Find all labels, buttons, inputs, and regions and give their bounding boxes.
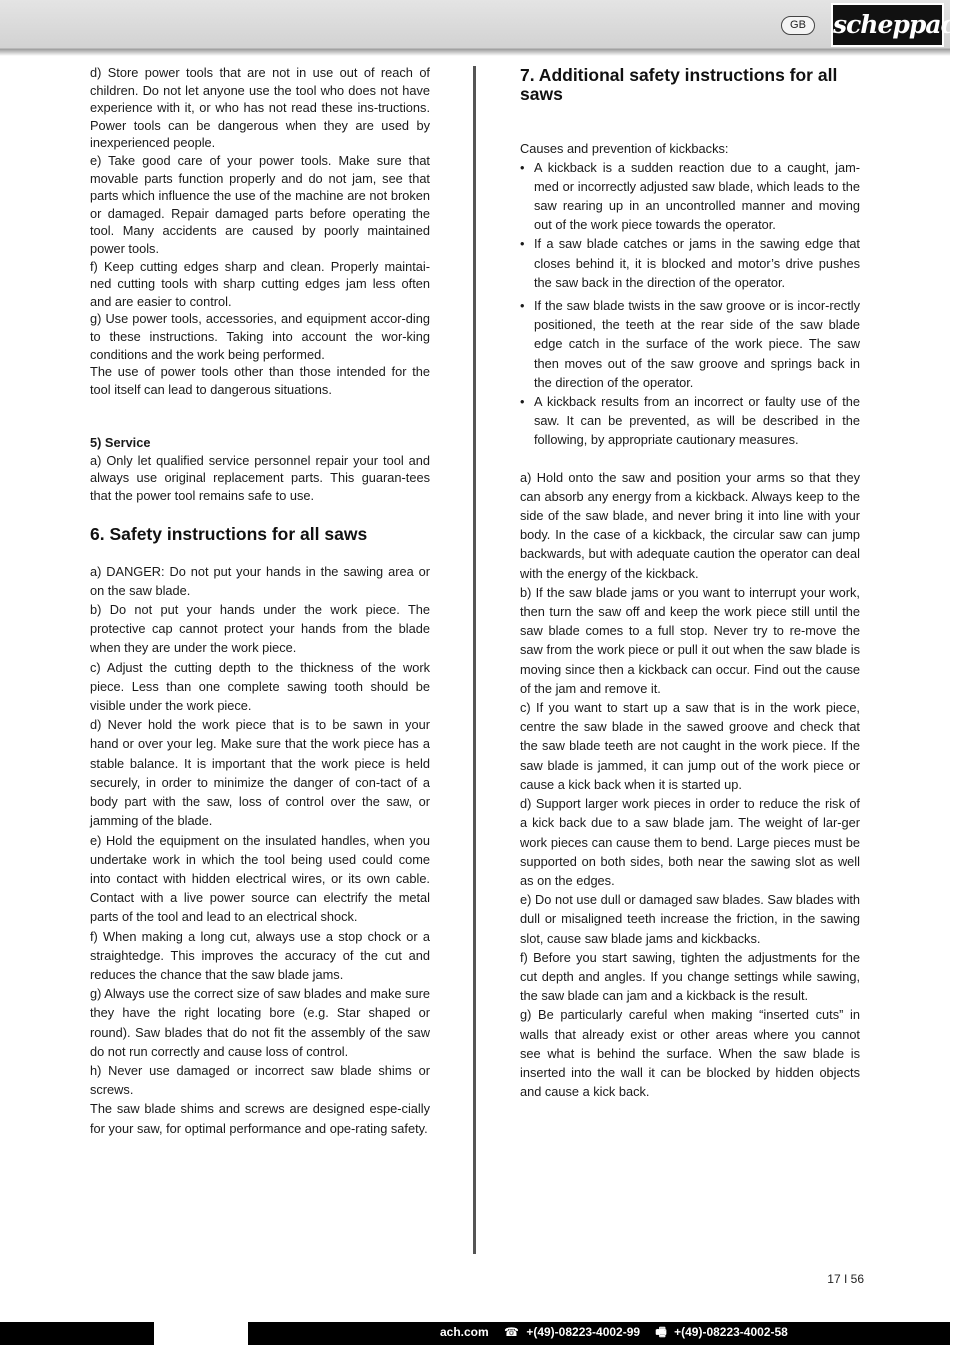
spacer [90, 505, 430, 525]
page-number: 17 I 56 [827, 1272, 864, 1286]
paragraph: g) Always use the correct size of saw blades and make sure they have the right locating bore (e.g. Star shaped or round). Saw blades that do not fit the assembly of the saw do not run correctly and cause loss of control. [90, 986, 430, 1059]
language-badge: GB [781, 16, 815, 35]
paragraph: b) Do not put your hands under the work piece. The protective cap cannot protect your hands from the blade when they are under the work piece. [90, 602, 430, 656]
paragraph: f) When making a long cut, always use a stop chock or a straightedge. This improves the accuracy of the cut and reduces the chance that the saw blade jams. [90, 928, 430, 982]
fax-number: +(49)-08223-4002-58 [674, 1325, 788, 1339]
paragraph: b) If the saw blade jams or you want to interrupt your work, then turn the saw off and keep the work piece still until the saw blade comes to a full stop. Never try to re-move the saw from the work piece or pull it out when the saw blade is moving since then a kickback can occur. Find out the cause of the jam and remove it. [520, 584, 860, 696]
header-shadow [0, 49, 950, 56]
footer-bar [0, 1322, 950, 1345]
paragraph: g) Be particularly careful when making “inserted cuts” in walls that already exist or other areas where you cannot see what is behind the surface. When the saw blade is inserted into the wall it can be blocked by hidden objects and cause a kick back. [520, 1007, 860, 1100]
footer-contact [440, 1322, 800, 1345]
left-column [90, 64, 430, 1138]
phone-icon: ☎ [504, 1325, 519, 1339]
list-item: • If the saw blade twists in the saw groove or is incor-rectly positioned, the teeth at the rear side of the saw blade edge catch in the surface of the work piece. The saw then moves out of the saw groove and springs back in the direction of the operator. [520, 296, 860, 392]
paragraph: d) Never hold the work piece that is to be sawn in your hand or over your leg. Make sure that the work piece has a stable balance. It is important that the work piece is held securely, in order to minimize the danger of con-tact of a body part with the saw, loss of control over the saw, or jamming of the blade. [90, 717, 430, 829]
paragraph: f) Before you start sawing, tighten the adjustments for the cut depth and angles. If you change settings while sawing, the saw blade can jam and a kickback is the result. [520, 949, 860, 1004]
paragraph: a) Hold onto the saw and position your arms so that they can absorb any energy from a kickback. Always keep to the side of the saw blade, and never bring it into line with your body. In the case of a kickback, the circular saw can jump backwards, but with adequate caution the operator can deal with the energy of the kickback. [520, 469, 860, 581]
paragraph: The use of power tools other than those intended for the tool itself can lead to dangerous situations. [90, 364, 430, 397]
kickback-list [520, 158, 860, 450]
list-item: • A kickback is a sudden reaction due to a caught, jam-med or incorrectly adjusted saw blade, which leads to the saw rearing up in an uncontrolled manner and moving out of the work piece towards the operator. [520, 158, 860, 235]
brand-logo: scheppach [831, 3, 944, 47]
paragraph: The saw blade shims and screws are designed espe-cially for your saw, for optimal performance and ope-rating safety. [90, 1101, 430, 1136]
paragraph: e) Take good care of your power tools. Make sure that movable parts function properly and do not jam, see that parts which influence the use of the machine are not broken or damaged. Repair damaged parts before operating the tool. Many accidents are caused by poorly maintained power tools. [90, 152, 430, 256]
fax-icon: 🖷 [655, 1325, 667, 1339]
spacer [90, 544, 430, 562]
kickback-intro: Causes and prevention of kickbacks: [520, 141, 729, 156]
section-7-heading: 7. Additional safety instructions for all saws [520, 65, 838, 104]
paragraph: h) Never use damaged or incorrect saw blade shims or screws. [90, 1062, 430, 1098]
spacer [520, 104, 860, 140]
paragraph: e) Hold the equipment on the insulated handles, when you undertake work in which the tool being used could come into contact with hidden electrical wires, or its own cable. Contact with a live power source can electrify the metal parts of the tool and lead to an electrical shock. [90, 832, 430, 925]
right-column [520, 66, 860, 1101]
paragraph: a) Only let qualified service personnel repair your tool and always use original replacement parts. This guaran-tees that the power tool remains safe to use. [90, 452, 430, 504]
paragraph: f) Keep cutting edges sharp and clean. Properly maintai-ned cutting tools with sharp cutting edges jam less often and are easier to control. [90, 258, 430, 309]
paragraph: c) If you want to start up a saw that is in the work piece, centre the saw blade in the sawed groove and check that the saw blade teeth are not caught in the work piece. If the saw blade is jammed, it can jump out of the work piece or cause a kick back when it is started up. [520, 700, 860, 792]
paragraph: c) Adjust the cutting depth to the thickness of the work piece. Less than one complete sawing tooth should be visible under the work piece. [90, 659, 430, 714]
footer-gap [154, 1322, 248, 1345]
paragraph: e) Do not use dull or damaged saw blades. Saw blades with dull or misaligned teeth increase the friction, in the sawing slot, cause saw blade jams and kickbacks. [520, 892, 860, 946]
paragraph: d) Support larger work pieces in order to reduce the risk of a kick back due to a saw blade jam. The weight of lar-ger work pieces can cause them to bend. Large pieces must be supported on both sides, both near the sawing slot as well as on the edges. [520, 796, 860, 888]
spacer [520, 450, 860, 468]
paragraph: g) Use power tools, accessories, and equipment accor-ding to these instructions. Taking into account the wor-king conditions and the work being performed. [90, 311, 430, 362]
service-heading: 5) Service [90, 435, 151, 451]
section-6-heading: 6. Safety instructions for all saws [90, 523, 368, 544]
spacer [90, 398, 430, 434]
website-link[interactable]: ach.com [440, 1325, 489, 1339]
phone-number: +(49)-08223-4002-99 [526, 1325, 641, 1339]
list-item: • If a saw blade catches or jams in the sawing edge that closes behind it, it is blocked and motor’s drive pushes the saw back in the direction of the operator. [520, 234, 860, 292]
paragraph: a) DANGER: Do not put your hands in the sawing area or on the saw blade. [90, 563, 430, 598]
paragraph: d) Store power tools that are not in use out of reach of children. Do not let anyone use the tool who does not have experience with it, or who has not read these ins-tructions. Power tools can be dangerous when they are used by inexperienced people. [90, 65, 430, 151]
list-item: • A kickback results from an incorrect or faulty use of the saw. It can be prevented, as will be described in the following, by appropriate cautionary measures. [520, 392, 860, 450]
column-divider [473, 66, 476, 1254]
